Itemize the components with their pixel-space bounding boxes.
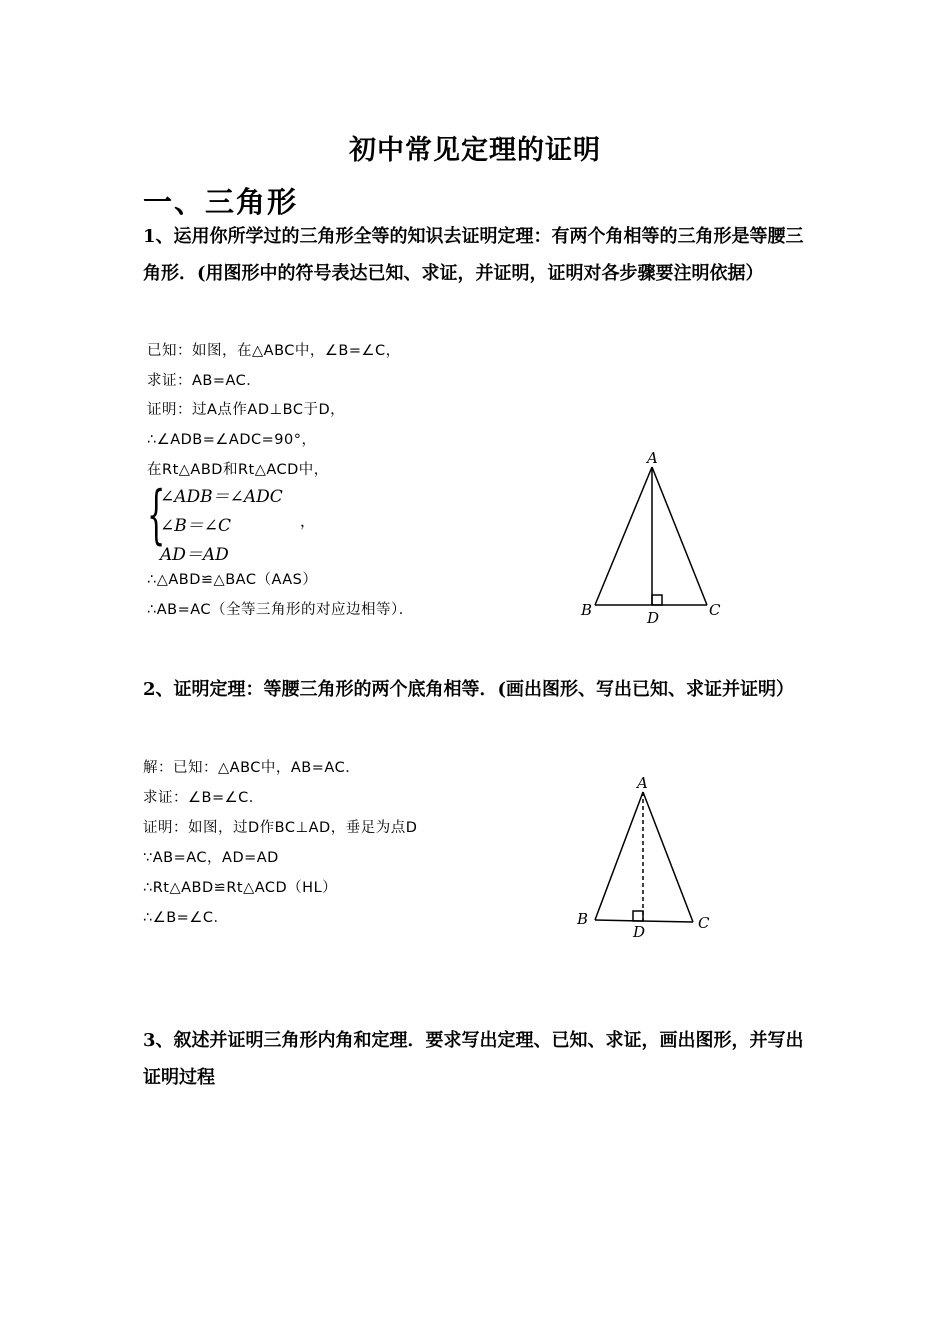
side-bc	[595, 920, 693, 922]
q1-system-comma: ，	[300, 512, 316, 530]
q2-proof-start: 证明：如图，过D作BC⊥AD，垂足为点D	[143, 820, 418, 836]
question-2-text: 2、证明定理：等腰三角形的两个底角相等．(画出图形、写出已知、求证并证明）	[143, 679, 795, 700]
q2-conclusion: ∴∠B=∠C．	[143, 910, 229, 926]
right-angle-mark	[633, 911, 643, 921]
side-ac	[652, 467, 707, 605]
side-ab	[595, 792, 643, 920]
vertex-label-b: B	[581, 601, 593, 619]
system-brace: {	[147, 478, 166, 552]
q2-triangle-figure	[570, 770, 720, 945]
q1-triangle-figure	[570, 445, 740, 630]
side-ac	[643, 792, 693, 922]
vertex-label-a: A	[637, 774, 648, 792]
q1-proof-step: ∴∠ADB=∠ADC=90°，	[147, 432, 317, 448]
q1-proof-step: ∴△ABD≌△BAC（AAS）	[147, 572, 318, 588]
q1-to-prove: 求证：AB=AC．	[147, 373, 262, 389]
q1-given: 已知：如图，在△ABC中，∠B=∠C，	[147, 343, 401, 359]
vertex-label-a: A	[647, 449, 658, 467]
vertex-label-d: D	[633, 923, 646, 941]
question-1-text: 1、运用你所学过的三角形全等的知识去证明定理：有两个角相等的三角形是等腰三角形．(用图形中的符号表达已知、求证，并证明，证明对各步骤要注明依据）	[143, 226, 804, 284]
right-angle-mark	[652, 595, 662, 605]
vertex-label-b: B	[577, 910, 589, 928]
q2-given: 解：已知：△ABC中，AB=AC．	[143, 760, 361, 776]
section-heading: 一、三角形	[143, 185, 299, 219]
vertex-label-c: C	[709, 601, 721, 619]
q1-proof-start: 证明：过A点作AD⊥BC于D，	[147, 402, 346, 418]
page-title: 初中常见定理的证明	[349, 135, 601, 166]
q2-to-prove: 求证：∠B=∠C．	[143, 790, 264, 806]
question-3-text: 3、叙述并证明三角形内角和定理．要求写出定理、已知、求证，画出图形，并写出证明过程	[143, 1030, 804, 1088]
q1-system-line: ∠B＝∠C	[160, 516, 231, 536]
q1-system-line: ∠ADB＝∠ADC	[160, 487, 283, 507]
q2-proof-step: ∵AB=AC，AD=AD	[143, 850, 279, 866]
side-ab	[595, 467, 652, 605]
vertex-label-d: D	[647, 609, 660, 627]
q1-system-line: AD＝AD	[160, 545, 229, 565]
q1-conclusion: ∴AB=AC（全等三角形的对应边相等）．	[147, 602, 414, 618]
vertex-label-c: C	[698, 914, 710, 932]
q1-proof-step: 在Rt△ABD和Rt△ACD中，	[147, 462, 329, 478]
q2-proof-step: ∴Rt△ABD≌Rt△ACD（HL）	[143, 880, 338, 896]
